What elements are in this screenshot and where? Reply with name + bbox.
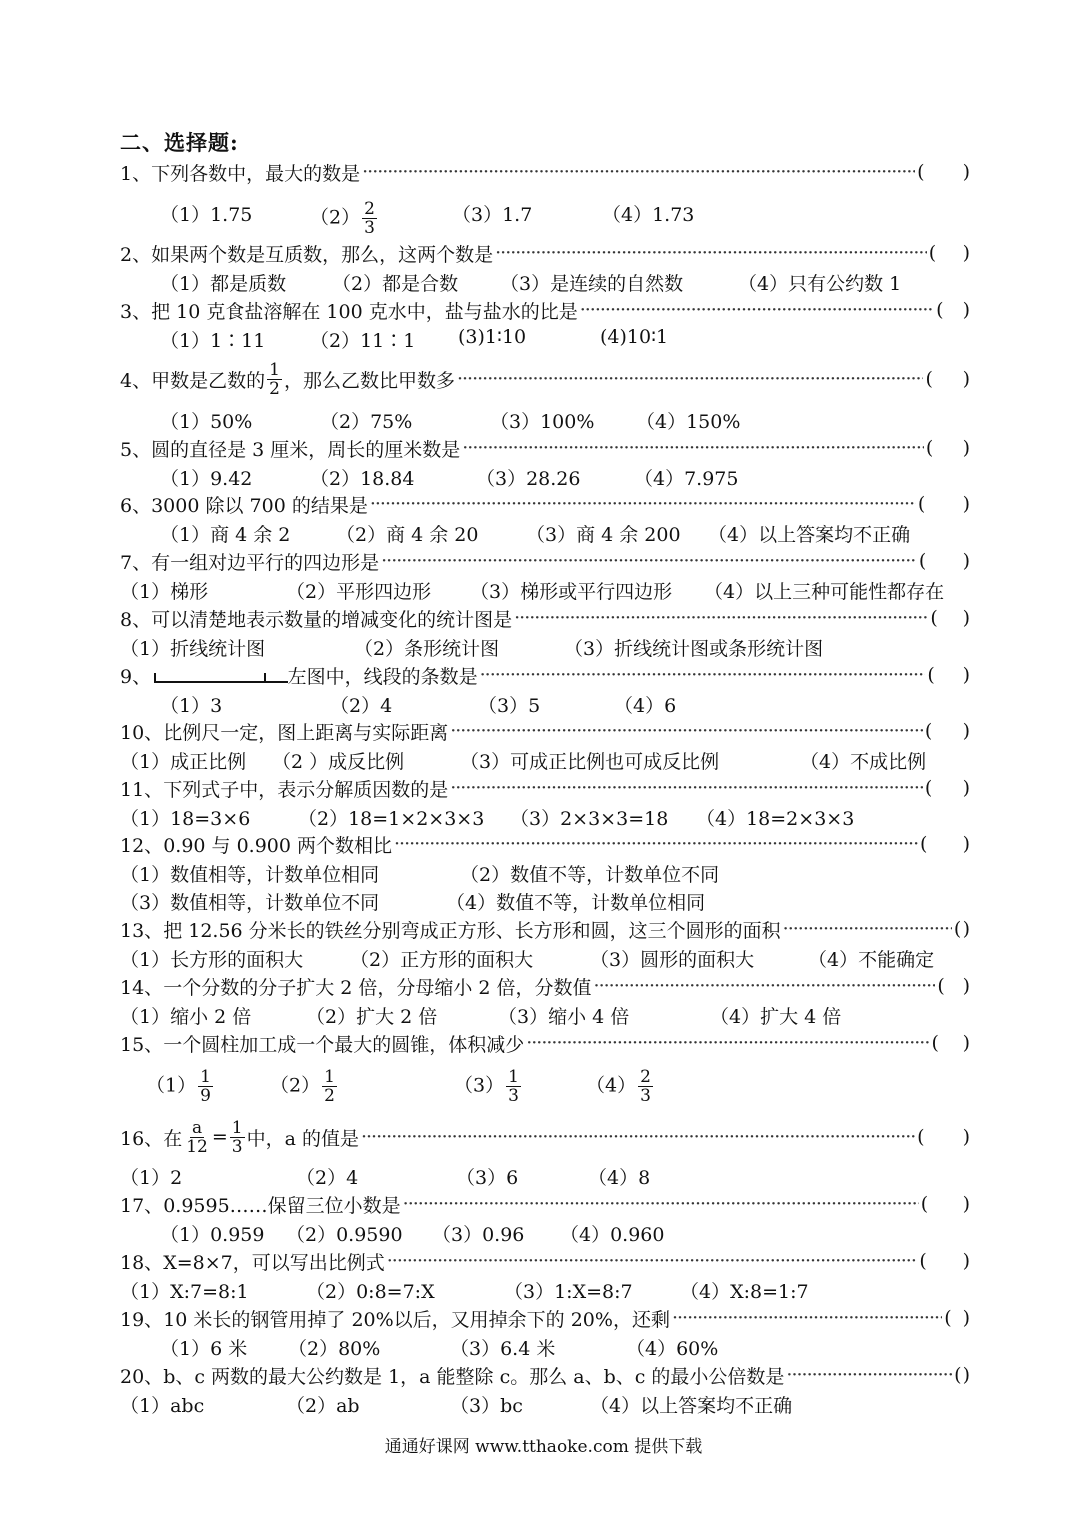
question-number: 10、: [120, 721, 164, 744]
option[interactable]: （4）以上答案均不正确: [590, 1395, 793, 1417]
answer-blank[interactable]: ( ): [937, 975, 970, 997]
question-4: [120, 359, 970, 399]
fraction: $\frac{a}{12}$: [186, 1117, 208, 1157]
question-number: 18、: [120, 1251, 164, 1274]
option[interactable]: （3）100%: [490, 411, 595, 433]
option[interactable]: （3）是连续的自然数: [500, 273, 684, 295]
question-text: 把 12.56 分米长的铁丝分别弯成正方形、长方形和圆，这三个圆形的面积: [163, 919, 781, 942]
question-number: 6、: [120, 494, 152, 517]
option[interactable]: （4）以上答案均不正确: [708, 524, 911, 546]
question-3: [120, 297, 970, 323]
option[interactable]: （2）75%: [320, 411, 413, 433]
fraction: $\frac{1}{3}$: [508, 1067, 519, 1106]
question-number: 11、: [120, 778, 164, 801]
answer-blank[interactable]: ( ): [924, 777, 970, 799]
option[interactable]: （1）商 4 余 2: [160, 524, 291, 546]
answer-blank[interactable]: ( ): [917, 493, 970, 515]
option[interactable]: （2 ）成反比例: [272, 751, 405, 773]
fraction: $\frac{1}{2}$: [269, 359, 280, 399]
question-number: 12、: [120, 834, 164, 857]
option[interactable]: （3） $\frac{1}{3}$: [454, 1067, 519, 1106]
question-number: 2、: [120, 243, 152, 266]
question-10: [120, 718, 970, 744]
option[interactable]: （1）50%: [160, 411, 253, 433]
fraction: $\frac{2}{3}$: [640, 1067, 651, 1106]
option[interactable]: （2）平形四边形: [286, 581, 432, 603]
option[interactable]: （3）梯形或平行四边形: [470, 581, 673, 603]
answer-blank[interactable]: ( ): [919, 1250, 970, 1272]
option[interactable]: （1）成正比例: [120, 751, 247, 773]
option[interactable]: （2）11∶1: [310, 330, 416, 352]
section-heading: 二、选择题:: [120, 130, 239, 155]
question-number: 13、: [120, 919, 164, 942]
question-text: 甲数是乙数的: [151, 369, 266, 392]
option[interactable]: （4）7.975: [634, 468, 739, 490]
question-text: 把 10 克食盐溶解在 100 克水中，盐与盐水的比是: [151, 300, 578, 323]
option[interactable]: （1）3: [160, 695, 223, 717]
answer-blank[interactable]: ( ): [931, 1032, 970, 1054]
question-text: X=8×7，可以写出比例式: [163, 1251, 385, 1274]
question-number: 5、: [120, 438, 152, 461]
option[interactable]: （2）正方形的面积大: [350, 949, 534, 971]
question-text: 一个圆柱加工成一个最大的圆锥，体积减少: [163, 1033, 525, 1056]
question-16: [120, 1117, 970, 1157]
leader-dots: [394, 833, 918, 855]
question-11: [120, 775, 970, 801]
option[interactable]: （2）0.9590: [286, 1224, 403, 1246]
question-text: 在: [163, 1127, 183, 1150]
option[interactable]: （3）商 4 余 200: [526, 524, 681, 546]
option[interactable]: （4）只有公约数 1: [738, 273, 902, 295]
option[interactable]: （1）0.959: [160, 1224, 265, 1246]
leader-dots: [514, 607, 928, 629]
option[interactable]: （1）折线统计图: [120, 638, 266, 660]
option[interactable]: （1）都是质数: [160, 273, 287, 295]
question-20: [120, 1362, 970, 1388]
question-6: [120, 491, 970, 517]
option[interactable]: （4） $\frac{2}{3}$: [586, 1067, 651, 1106]
leader-dots: [462, 437, 924, 459]
question-8: [120, 605, 970, 631]
answer-blank[interactable]: ( ): [925, 368, 970, 390]
option[interactable]: （2）0:8=7:X: [306, 1281, 435, 1303]
question-12: [120, 831, 970, 857]
question-text: 3000 除以 700 的结果是: [151, 494, 368, 517]
option[interactable]: （2）商 4 余 20: [336, 524, 479, 546]
question-text: 如果两个数是互质数，那么，这两个数是: [151, 243, 494, 266]
answer-blank[interactable]: ( ): [930, 607, 970, 629]
option[interactable]: （4）X:8=1:7: [680, 1281, 809, 1303]
option[interactable]: （2） $\frac{2}{3}$: [310, 199, 375, 238]
option[interactable]: （2）4: [330, 695, 393, 717]
question-text: 圆的直径是 3 厘米，周长的厘米数是: [151, 438, 461, 461]
answer-blank[interactable]: ( ): [917, 1126, 970, 1148]
option[interactable]: (3)1∶10: [458, 326, 527, 348]
footer-credit: 通通好课网 www.tthaoke.com 提供下载: [384, 1437, 703, 1457]
option[interactable]: （3）28.26: [476, 468, 581, 490]
leader-dots: [381, 550, 917, 572]
answer-blank[interactable]: ( ): [936, 299, 970, 321]
question-text: ，那么乙数比甲数多: [283, 369, 455, 392]
question-number: 20、: [120, 1365, 164, 1388]
leader-dots: [362, 161, 915, 183]
option[interactable]: （3）6: [456, 1167, 519, 1189]
leader-dots: [361, 1126, 915, 1148]
answer-blank[interactable]: ( ): [928, 242, 970, 264]
option[interactable]: （1）X:7=8:1: [120, 1281, 249, 1303]
question-number: 1、: [120, 162, 152, 185]
question-text: 0.9595……保留三位小数是: [163, 1194, 401, 1217]
question-9: [120, 662, 970, 688]
leader-dots: [387, 1250, 918, 1272]
option[interactable]: （1）1∶11: [160, 330, 266, 352]
leader-dots: [786, 1364, 952, 1386]
option[interactable]: （1）数值相等，计数单位相同: [120, 864, 380, 886]
option[interactable]: （4）数值不等，计数单位相同: [446, 892, 706, 914]
option[interactable]: （3）可成正比例也可成反比例: [460, 751, 720, 773]
leader-dots: [783, 918, 952, 940]
option[interactable]: （4）18=2×3×3: [696, 808, 855, 830]
question-19: [120, 1305, 970, 1331]
option[interactable]: (4)10∶1: [600, 326, 669, 348]
answer-blank[interactable]: ( ): [920, 1193, 970, 1215]
option[interactable]: （1） $\frac{1}{9}$: [146, 1067, 211, 1106]
question-number: 4、: [120, 369, 152, 392]
question-7: [120, 548, 970, 574]
question-text: 10 米长的钢管用掉了 20%以后，又用掉余下的 20%，还剩: [163, 1308, 670, 1331]
question-text: 下列式子中，表示分解质因数的是: [163, 778, 449, 801]
leader-dots: [480, 664, 926, 686]
option[interactable]: （3）5: [478, 695, 541, 717]
option[interactable]: （3）数值相等，计数单位不同: [120, 892, 380, 914]
option[interactable]: （2）ab: [286, 1395, 360, 1417]
option[interactable]: （2）数值不等，计数单位不同: [460, 864, 720, 886]
option[interactable]: （2）18=1×2×3×3: [298, 808, 485, 830]
option[interactable]: （3）圆形的面积大: [590, 949, 755, 971]
option[interactable]: （3）缩小 4 倍: [498, 1006, 630, 1028]
leader-dots: [370, 493, 916, 515]
answer-blank[interactable]: ( ): [954, 1364, 970, 1386]
equals-sign: =: [211, 1126, 228, 1148]
question-text: 可以清楚地表示数量的增减变化的统计图是: [151, 608, 513, 631]
leader-dots: [450, 720, 923, 742]
leader-dots: [450, 777, 923, 799]
answer-blank[interactable]: ( ): [917, 161, 970, 183]
option[interactable]: （4）60%: [626, 1338, 719, 1360]
question-text: b、c 两数的最大公约数是 1，a 能整除 c。那么 a、b、c 的最小公倍数是: [163, 1365, 785, 1388]
option[interactable]: （2）18.84: [310, 468, 415, 490]
question-18: [120, 1248, 970, 1274]
option[interactable]: （1）6 米: [160, 1338, 248, 1360]
question-2: [120, 240, 970, 266]
question-number: 9、: [120, 665, 152, 688]
option[interactable]: （4）8: [588, 1167, 651, 1189]
question-5: [120, 435, 970, 461]
question-number: 3、: [120, 300, 152, 323]
option[interactable]: （1）梯形: [120, 581, 209, 603]
option[interactable]: （4）0.960: [560, 1224, 665, 1246]
option[interactable]: （3）bc: [450, 1395, 523, 1417]
option[interactable]: （1）缩小 2 倍: [120, 1006, 252, 1028]
fraction: $\frac{1}{2}$: [324, 1067, 335, 1106]
answer-blank[interactable]: ( ): [953, 918, 970, 940]
option[interactable]: （2）扩大 2 倍: [306, 1006, 438, 1028]
option[interactable]: （1）9.42: [160, 468, 253, 490]
option[interactable]: （3）0.96: [432, 1224, 525, 1246]
question-1: [120, 159, 970, 185]
leader-dots: [672, 1307, 942, 1329]
option[interactable]: （3）2×3×3=18: [510, 808, 669, 830]
option[interactable]: （4）不成比例: [800, 751, 927, 773]
option[interactable]: （1）2: [120, 1167, 183, 1189]
question-text: 0.90 与 0.900 两个数相比: [163, 834, 393, 857]
question-14: [120, 973, 970, 999]
answer-blank[interactable]: ( ): [927, 664, 971, 686]
answer-blank[interactable]: ( ): [924, 720, 970, 742]
option[interactable]: （4）扩大 4 倍: [710, 1006, 842, 1028]
option[interactable]: （4）6: [614, 695, 677, 717]
option[interactable]: （3）折线统计图或条形统计图: [564, 638, 824, 660]
option[interactable]: （3）1.7: [452, 204, 533, 226]
question-number: 15、: [120, 1033, 164, 1056]
option[interactable]: （3）6.4 米: [450, 1338, 556, 1360]
answer-blank[interactable]: ( ): [919, 833, 970, 855]
fraction: $\frac{1}{3}$: [231, 1117, 243, 1157]
leader-dots: [457, 368, 923, 390]
question-number: 8、: [120, 608, 152, 631]
question-number: 19、: [120, 1308, 164, 1331]
answer-blank[interactable]: ( ): [944, 1307, 970, 1329]
option[interactable]: （1）18=3×6: [120, 808, 251, 830]
leader-dots: [594, 975, 936, 997]
question-text: 下列各数中，最大的数是: [151, 162, 361, 185]
question-text: 有一组对边平行的四边形是: [151, 551, 380, 574]
leader-dots: [495, 242, 927, 264]
option[interactable]: （1）长方形的面积大: [120, 949, 304, 971]
leader-dots: [403, 1193, 919, 1215]
fraction: $\frac{2}{3}$: [364, 199, 375, 238]
option[interactable]: （2）80%: [288, 1338, 381, 1360]
option[interactable]: （4）1.73: [602, 204, 695, 226]
answer-blank[interactable]: ( ): [918, 550, 970, 572]
option[interactable]: （3）1:X=8:7: [504, 1281, 633, 1303]
question-13: [120, 916, 970, 942]
question-number: 7、: [120, 551, 152, 574]
question-text: 左图中，线段的条数是: [287, 665, 478, 688]
line-segment-figure: [151, 663, 288, 687]
option[interactable]: （1）1.75: [160, 204, 253, 226]
option[interactable]: （4）150%: [636, 411, 741, 433]
option[interactable]: （2） $\frac{1}{2}$: [270, 1067, 335, 1106]
option[interactable]: （2）条形统计图: [354, 638, 500, 660]
fraction: $\frac{1}{9}$: [200, 1067, 211, 1106]
question-text: 一个分数的分子扩大 2 倍，分母缩小 2 倍，分数值: [163, 976, 592, 999]
leader-dots: [580, 299, 934, 321]
answer-blank[interactable]: ( ): [925, 437, 970, 459]
leader-dots: [526, 1032, 929, 1054]
question-text: 中，a 的值是: [246, 1127, 359, 1150]
question-number: 14、: [120, 976, 164, 999]
question-number: 17、: [120, 1194, 164, 1217]
question-15: [120, 1030, 970, 1056]
option[interactable]: （1）abc: [120, 1395, 205, 1417]
option[interactable]: （2）4: [296, 1167, 359, 1189]
question-text: 比例尺一定，图上距离与实际距离: [163, 721, 449, 744]
question-17: [120, 1191, 970, 1217]
option[interactable]: （2）都是合数: [332, 273, 459, 295]
option[interactable]: （4）以上三种可能性都存在: [704, 581, 945, 603]
question-number: 16、: [120, 1127, 164, 1150]
option[interactable]: （4）不能确定: [808, 949, 935, 971]
